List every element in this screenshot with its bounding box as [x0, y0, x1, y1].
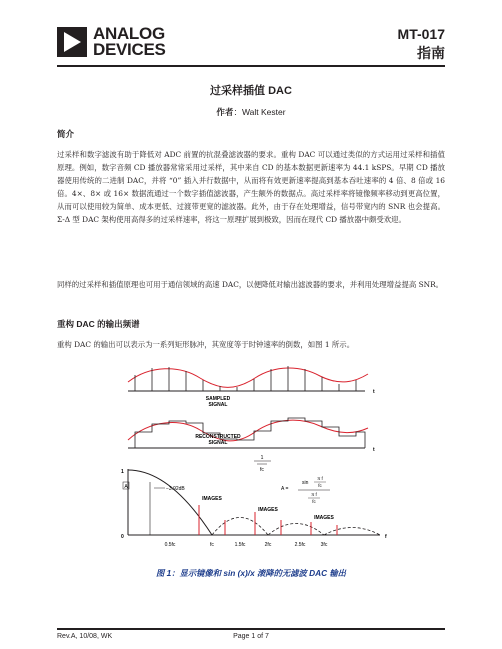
paragraph-3: 重构 DAC 的输出可以表示为一系列矩形脉冲，其宽度等于时钟速率的倒数，如图 1 所示。 [57, 340, 355, 349]
xtick-fc: fc [210, 542, 214, 548]
xtick-1-5fc: 1.5fc [234, 542, 246, 548]
footer-rule [57, 628, 445, 630]
paragraph-2: 同样的过采样和插值原理也可用于通信领域的高速 DAC，以便降低对输出滤波器的要求，并利用处理增益提高 SNR。 [57, 280, 444, 289]
section-heading-intro: 简介 [57, 129, 75, 139]
sinc-third-lobe [268, 524, 324, 536]
equation-den-pi-f: π f [311, 492, 317, 497]
sinc-fourth-lobe [324, 528, 380, 536]
frequency-axis-label: f [385, 534, 387, 540]
amplitude-label: A [124, 484, 128, 490]
logo-line-1: ANALOG [93, 24, 165, 43]
sample-stems [135, 366, 356, 391]
sampled-label-1: SAMPLED [205, 396, 231, 402]
y-axis-top-label: 1 [121, 469, 124, 475]
equation-num-fc: fc [318, 483, 322, 488]
sampled-t-label: t [373, 389, 375, 395]
equation-den-fc: fc [312, 499, 316, 504]
figure-1 [0, 360, 502, 580]
images-label-1: IMAGES [202, 496, 222, 502]
period-numerator: 1 [260, 455, 264, 461]
xtick-0-5fc: 0.5fc [164, 542, 176, 548]
reconstructed-label-2: SIGNAL [208, 440, 228, 446]
header-rule [57, 65, 445, 67]
sampled-signal-curve [128, 368, 368, 387]
author-line [0, 106, 502, 118]
sinc-second-lobe [212, 518, 268, 536]
footer-revision: Rev.A, 10/08, WK [57, 633, 113, 640]
equation-lhs: A = [281, 486, 289, 492]
db-label: −3.92dB [166, 486, 185, 492]
spectrum-panel [121, 469, 387, 548]
equation-num-pi-f: π f [317, 476, 323, 481]
period-denominator: fc [260, 467, 264, 473]
reconstructed-label-1: RECONSTRUCTED [195, 434, 241, 440]
section-heading-spectrum: 重构 DAC 的输出频谱 [57, 319, 140, 329]
page-title: 过采样插值 DAC [210, 85, 292, 97]
document-number: MT-017 [397, 26, 445, 42]
images-label-2: IMAGES [258, 507, 278, 513]
images-label-3: IMAGES [314, 515, 334, 521]
author-label: 作者 [216, 107, 234, 117]
author-name: ：Walt Kester [233, 107, 286, 117]
footer-page-number: Page 1 of 7 [233, 633, 269, 640]
sampled-signal-panel [128, 366, 375, 408]
sampled-label-2: SIGNAL [208, 402, 228, 408]
xtick-3fc: 3fc [320, 542, 328, 548]
reconstructed-t-label: t [373, 447, 375, 453]
equation-sin: sin [302, 480, 309, 486]
reconstructed-signal-curve [128, 420, 368, 441]
xtick-2fc: 2fc [264, 542, 272, 548]
xtick-2-5fc: 2.5fc [294, 542, 306, 548]
y-axis-zero-label: 0 [121, 534, 124, 540]
document-type: 指南 [417, 45, 445, 61]
paragraph-1: 过采样和数字滤波有助于降低对 ADC 前置的抗混叠滤波器的要求。重构 DAC 可以通过类似的方式运用过采样和插值原理。例如，数字音频 CD 播放器常常采用过采样，其中来自 CD 的基本数据更新速率为 44.1 kSPS。早期 CD 播放器使用传统的二进制 DAC，并将 “0” 插入并行数据中，从而将有效更新速率提高到基本吞吐速率的 4 倍、8 倍或 16 倍。4×、8× 或 16× 数据流通过一个数字插值滤波器，产生额外的数据点。高过采样率将镜像频率移动到更高位置，从而可以使用较为简单、成本更低、过渡带更宽的滤波器。此外，由于存在处理增益，信号带宽内的 SNR 也会提高。Σ-Δ 型 DAC 架构使用高得多的过采样速率，将这一原理扩展到极致，因而在现代 CD 播放器中颇受欢迎。 [57, 150, 445, 224]
figure-caption: 图 1：显示镜像和 sin (x)/x 滚降的无滤波 DAC 输出 [156, 568, 346, 578]
page-header [0, 0, 502, 80]
company-logo-text [93, 26, 166, 58]
reconstructed-signal-panel [128, 418, 375, 473]
logo-line-2: DEVICES [93, 40, 166, 59]
analog-devices-logo-icon [57, 27, 87, 57]
